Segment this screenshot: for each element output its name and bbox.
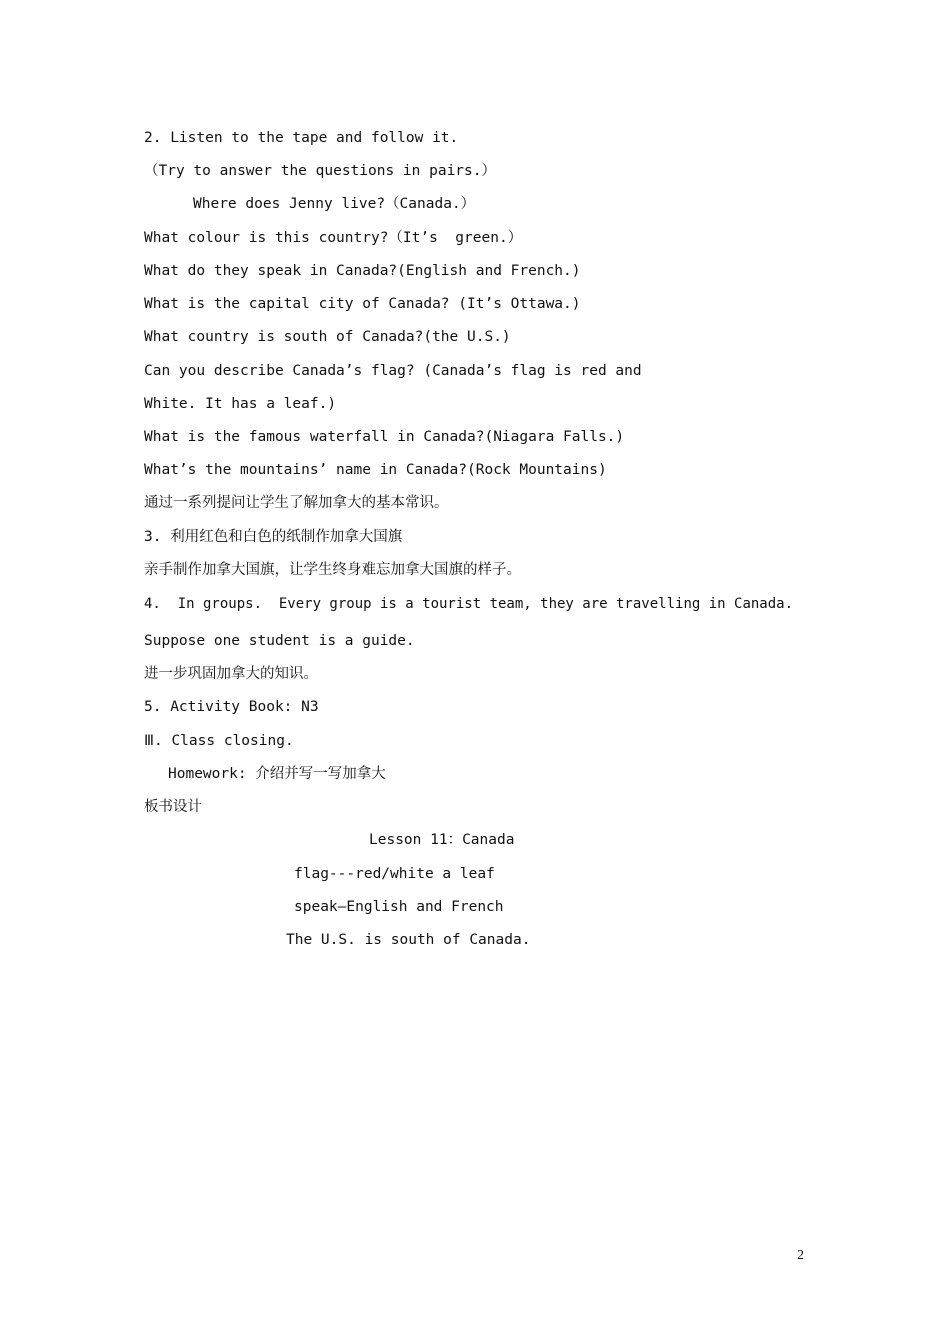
text-line-11: What’s the mountains’ name in Canada?(Rock Mountains) — [144, 462, 607, 478]
board-title: Lesson 11：Canada — [369, 832, 515, 848]
text-line-20: Homework: 介绍并写一写加拿大 — [168, 766, 386, 782]
text-line-12: 通过一系列提问让学生了解加拿大的基本常识。 — [144, 495, 449, 511]
text-line-19: Ⅲ. Class closing. — [144, 733, 294, 749]
text-line-5: What do they speak in Canada?(English and French.) — [144, 263, 581, 279]
text-line-14: 亲手制作加拿大国旗，让学生终身难忘加拿大国旗的样子。 — [144, 562, 521, 578]
text-line-2: （Try to answer the questions in pairs.） — [144, 163, 497, 179]
text-line-9: White. It has a leaf.) — [144, 396, 337, 412]
text-line-13: 3. 利用红色和白色的纸制作加拿大国旗 — [144, 529, 403, 545]
board-line-south: The U.S. is south of Canada. — [286, 932, 531, 948]
text-line-7: What country is south of Canada?(the U.S.) — [144, 329, 511, 345]
text-line-8: Can you describe Canada’s flag? (Canada’s flag is red and — [144, 363, 642, 379]
text-line-17: 进一步巩固加拿大的知识。 — [144, 666, 318, 682]
text-line-15: 4. In groups. Every group is a tourist team, they are travelling in Canada. — [144, 596, 794, 612]
text-line-16: Suppose one student is a guide. — [144, 633, 415, 649]
text-line-3: Where does Jenny live?（Canada.） — [193, 196, 476, 212]
text-line-6: What is the capital city of Canada? (It’s Ottawa.) — [144, 296, 581, 312]
board-line-speak: speak—English and French — [294, 899, 504, 915]
text-line-21: 板书设计 — [144, 799, 202, 815]
text-line-1: 2. Listen to the tape and follow it. — [144, 130, 459, 146]
text-line-18: 5. Activity Book: N3 — [144, 699, 319, 715]
text-line-10: What is the famous waterfall in Canada?(Niagara Falls.) — [144, 429, 625, 445]
page-number: 2 — [797, 1248, 804, 1263]
text-line-4: What colour is this country?（It’s green.） — [144, 230, 523, 246]
board-line-flag: flag---red/white a leaf — [294, 866, 495, 882]
